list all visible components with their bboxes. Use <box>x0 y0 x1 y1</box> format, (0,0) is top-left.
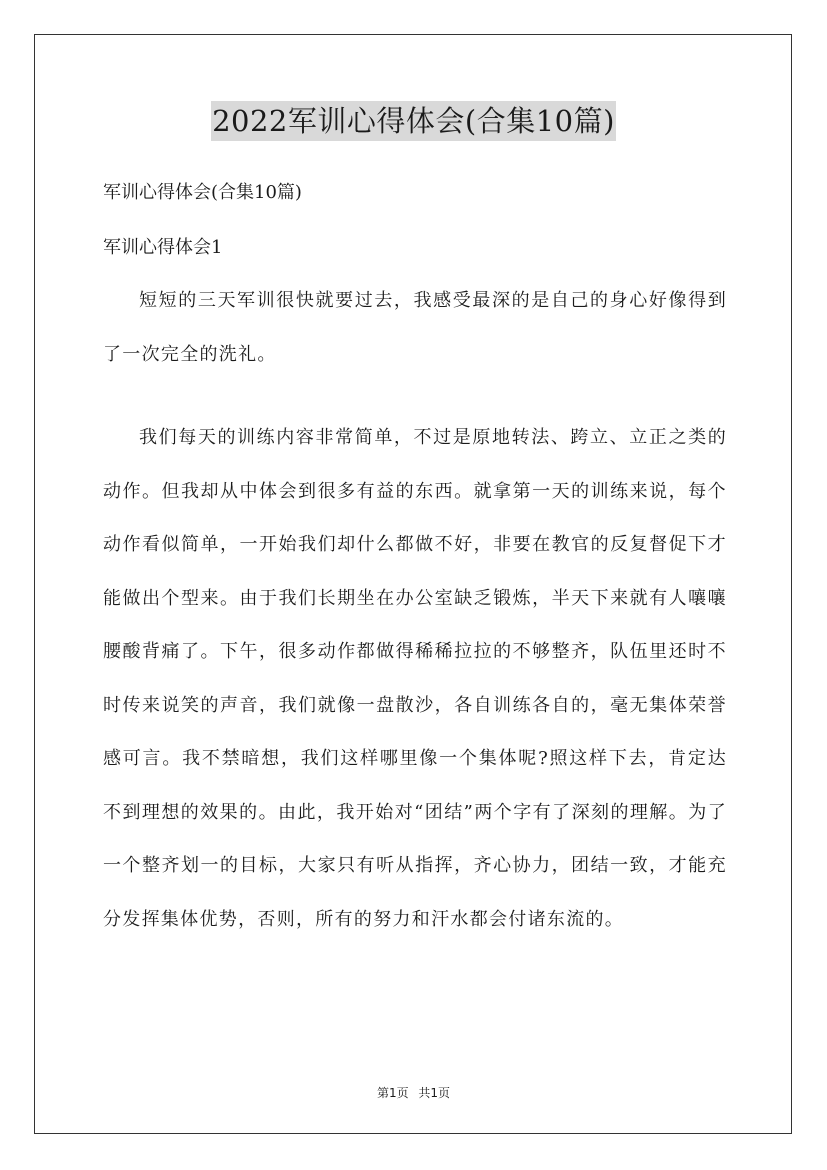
page-footer: 第1页 共1页 <box>376 1086 451 1100</box>
document-title <box>0 101 827 141</box>
section-heading: 军训心得体会1 <box>103 237 223 258</box>
paragraph-2: 我们每天的训练内容非常简单，不过是原地转法、跨立、立正之类的动作。但我却从中体会到很多有益的东西。就拿第一天的训练来说，每个动作看似简单，一开始我们却什么都做不好，非要在教官的反复督促下才能做出个型来。由于我们长期坐在办公室缺乏锻炼，半天下来就有人嚷嚷腰酸背痛了。下午，很多动作都做得稀稀拉拉的不够整齐，队伍里还时不时传来说笑的声音，我们就像一盘散沙，各自训练各自的，毫无集体荣誉感可言。我不禁暗想，我们这样哪里像一个集体呢?照这样下去，肯定达不到理想的效果的。由此，我开始对“团结”两个字有了深刻的理解。为了一个整齐划一的目标，大家只有听从指挥，齐心协力，团结一致，才能充分发挥集体优势，否则，所有的努力和汗水都会付诸东流的。 <box>103 427 727 930</box>
document-subtitle: 军训心得体会(合集10篇) <box>103 182 302 203</box>
paragraph-1: 短短的三天军训很快就要过去，我感受最深的是自己的身心好像得到了一次完全的洗礼。 <box>103 290 727 365</box>
document-title-text: 2022军训心得体会(合集10篇) <box>211 101 616 141</box>
